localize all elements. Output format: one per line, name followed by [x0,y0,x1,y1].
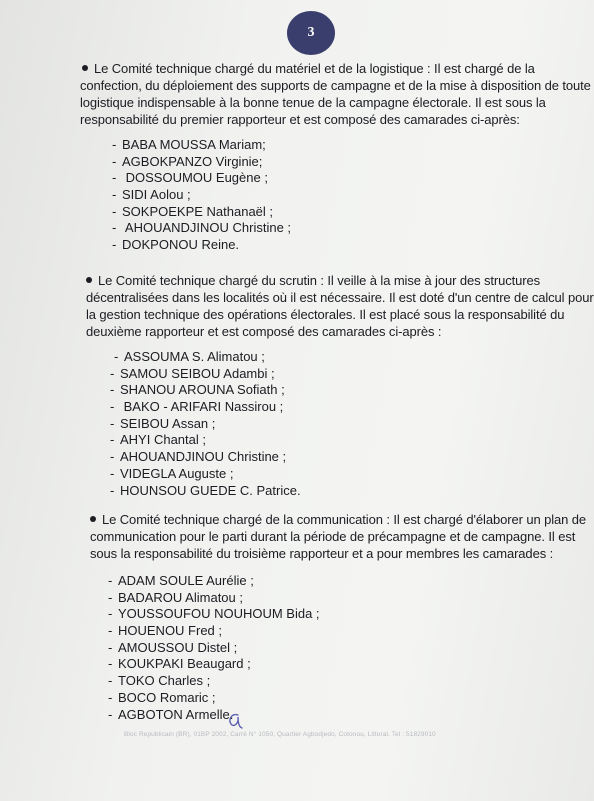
committee-logistics-paragraph [82,60,591,128]
list-item: - AHYI Chantal ; [110,432,206,448]
list-item: - AHOUANDJINOU Christine ; [112,220,292,236]
paragraph-line: Le Comité technique chargé de la communication : Il est chargé d'élaborer un plan de [102,512,587,527]
paragraph-line: sous la responsabilité du troisième rapporteur et a pour membres les camarades : [90,546,554,561]
list-item: - KOUKPAKI Beaugard ; [108,656,251,672]
committee-communication-paragraph [90,511,586,562]
list-item: - ASSOUMA S. Alimatou ; [114,349,265,364]
paragraph-line: responsabilité du premier rapporteur et est composé des camarades ci-après: [80,112,520,127]
list-item: - BAKO - ARIFARI Nassirou ; [110,399,284,415]
paragraph-line: décentralisées dans les localités où il est nécessaire. Il est doté d'un centre de calcul pour [86,290,594,305]
committee-scrutin-paragraph [86,272,594,340]
list-item: - ADAM SOULE Aurélie ; [108,573,254,588]
footer-address: Bloc Republicain (BR), 01BP 2002, Carré N° 1050, Quartier Agbodjedo, Cotonou, Littoral. Tel : 51829010 [124,731,436,738]
bullet-icon [82,65,88,71]
paragraph-line: Le Comité technique chargé du matériel et de la logistique : Il est chargé de la [94,61,535,76]
committee-communication-members [108,573,320,723]
list-item: - AMOUSSOU Distel ; [108,639,238,655]
list-item: - AHOUANDJINOU Christine ; [110,449,287,465]
list-item: - HOUNSOU GUEDE C. Patrice. [110,482,301,498]
list-item: - BOCO Romaric ; [108,689,216,705]
committee-logistics-members [112,137,291,254]
paragraph-line: communication pour le parti durant la période de précampagne et de campagne. Il est [90,529,576,544]
list-item: - TOKO Charles ; [108,673,211,689]
list-item: - HOUENOU Fred ; [108,623,223,639]
paragraph-line: Le Comité technique chargé du scrutin : Il veille à la mise à jour des structures [98,273,541,288]
paragraph-line: logistique indispensable à la bonne tenue de la campagne électorale. Il est sous la [80,95,546,110]
paragraph-line: la gestion technique des opérations électorales. Il est placé sous la responsabilité du [86,307,565,322]
list-item: - SIDI Aolou ; [112,187,191,203]
list-item: - SHANOU AROUNA Sofiath ; [110,382,285,398]
bullet-icon [90,516,96,522]
list-item: - AGBOTON Armelle. [108,706,234,722]
list-item: - SOKPOEKPE Nathanaël ; [112,203,274,219]
list-item: - AGBOKPANZO Virginie; [112,153,263,169]
list-item: - DOSSOUMOU Eugène ; [112,170,268,186]
list-item: - DOKPONOU Reine. [112,237,240,253]
paragraph-line: confection, du déploiement des supports de campagne et de la mise à disposition de toute [80,78,591,93]
list-item: - BADAROU Alimatou ; [108,589,243,605]
bullet-icon [86,277,92,283]
page-number: 3 [307,25,315,40]
handwritten-initial-signature [226,709,244,731]
list-item: - BABA MOUSSA Mariam; [112,137,266,152]
committee-scrutin-members [110,349,301,499]
list-item: - YOUSSOUFOU NOUHOUM Bida ; [108,606,320,622]
list-item: - SAMOU SEIBOU Adambi ; [110,365,275,381]
page-number-badge [287,11,335,55]
paragraph-line: deuxième rapporteur et est composé des camarades ci-après : [86,324,442,339]
list-item: - VIDEGLA Auguste ; [110,465,234,481]
list-item: - SEIBOU Assan ; [110,415,216,431]
